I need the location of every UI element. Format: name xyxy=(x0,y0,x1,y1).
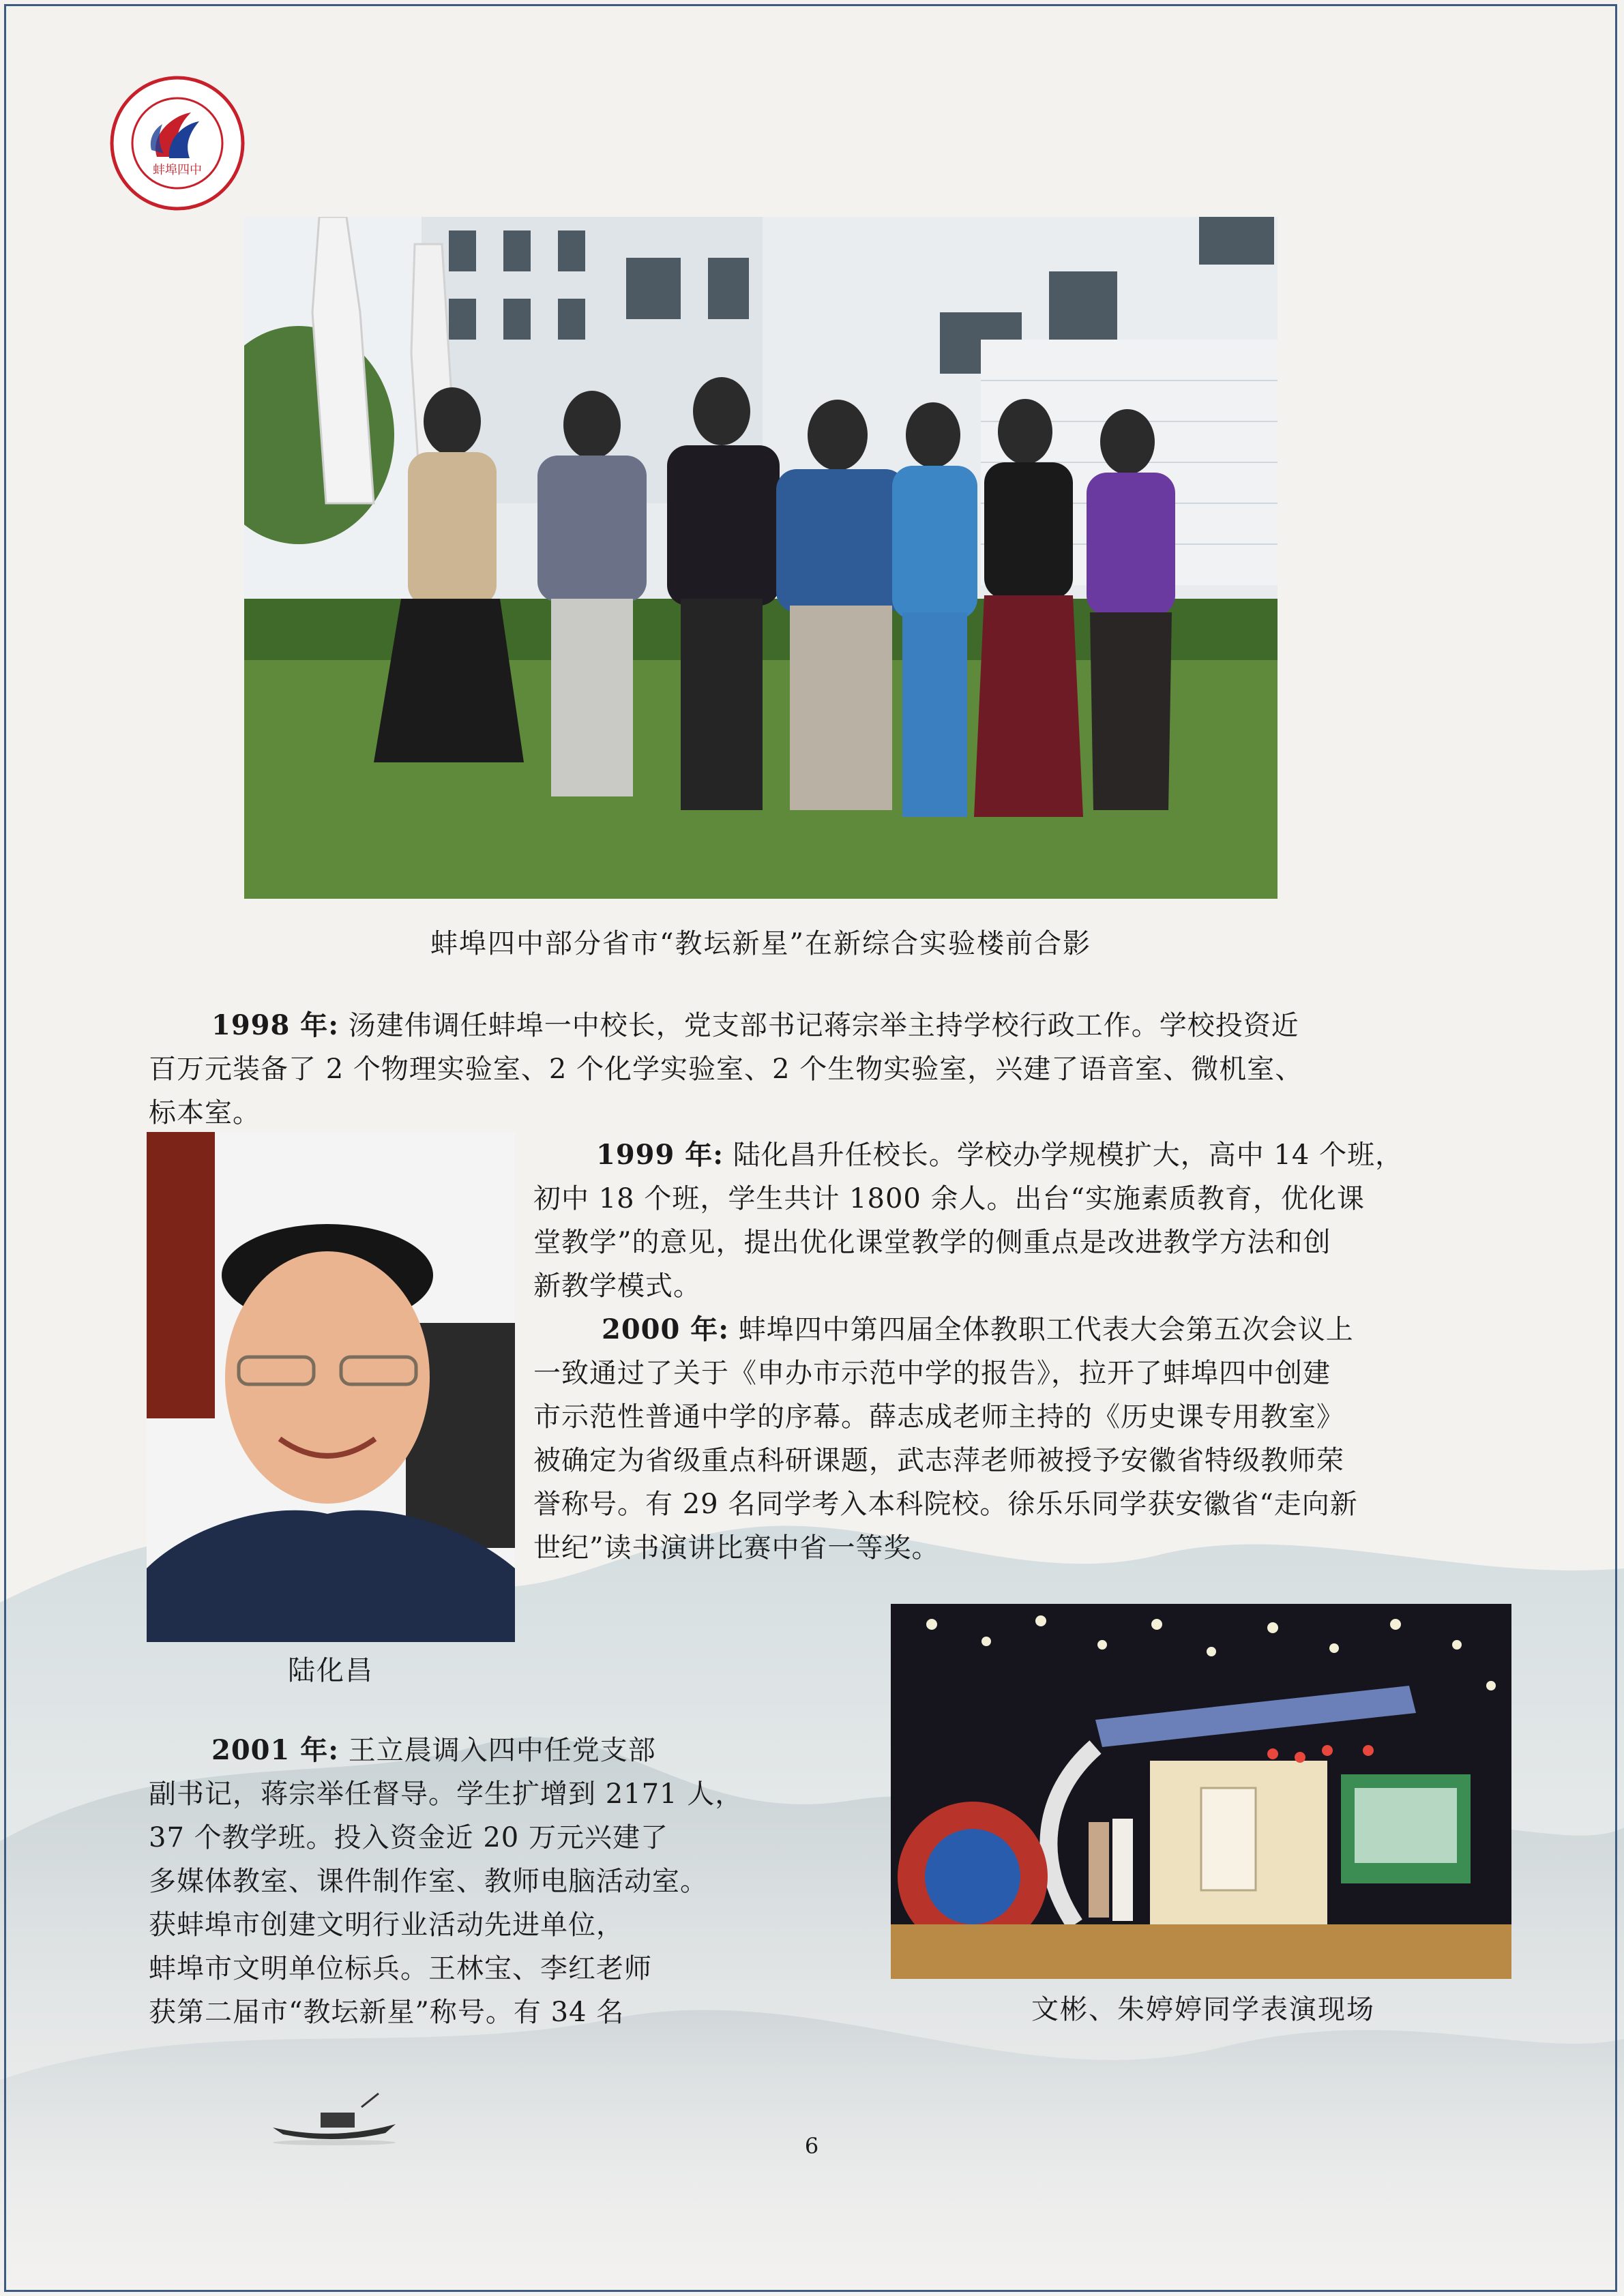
para-2000-line-3: 市示范性普通中学的序幕。薛志成老师主持的《历史课专用教室》 xyxy=(533,1401,1344,1433)
year-1998: 1998 年: xyxy=(211,1009,340,1041)
paragraph-2001 xyxy=(149,1729,872,2034)
para-1998-line-2: 百万元装备了 2 个物理实验室、2 个化学实验室、2 个生物实验室，兴建了语音室、微机室、 xyxy=(149,1054,1303,1085)
para-2001-line-1: 2001 年: 王立晨调入四中任党支部 xyxy=(211,1734,656,1766)
boat-icon xyxy=(266,2087,402,2148)
portrait-photo xyxy=(147,1132,515,1642)
para-2001-line-6: 蚌埠市文明单位标兵。王林宝、李红老师 xyxy=(149,1953,652,1984)
paragraph-2000 xyxy=(533,1308,1486,1570)
para-2000-line-1: 2000 年: 蚌埠四中第四届全体教职工代表大会第五次会议上 xyxy=(602,1313,1354,1345)
para-1998-line-3: 标本室。 xyxy=(149,1097,261,1129)
stage-photo xyxy=(891,1604,1511,1979)
para-1999-line-1: 1999 年: 陆化昌升任校长。学校办学规模扩大，高中 14 个班， xyxy=(596,1139,1404,1171)
paragraph-1999 xyxy=(533,1133,1486,1308)
para-1999-line-3: 堂教学”的意见，提出优化课堂教学的侧重点是改进教学方法和创 xyxy=(533,1227,1331,1258)
para-2001-line-3: 37 个教学班。投入资金近 20 万元兴建了 xyxy=(149,1822,668,1853)
para-2000-line-5: 誉称号。有 29 名同学考入本科院校。徐乐乐同学获安徽省“走向新 xyxy=(533,1489,1358,1520)
stage-photo-caption: 文彬、朱婷婷同学表演现场 xyxy=(1031,1994,1375,2025)
para-2000-line-4: 被确定为省级重点科研课题，武志萍老师被授予安徽省特级教师荣 xyxy=(533,1445,1344,1476)
para-2001-line-5: 获蚌埠市创建文明行业活动先进单位， xyxy=(149,1909,624,1941)
school-logo xyxy=(109,75,246,211)
logo-center-text: 蚌埠四中 xyxy=(153,163,202,177)
year-2000: 2000 年: xyxy=(602,1313,730,1345)
group-photo-caption: 蚌埠四中部分省市“教坛新星”在新综合实验楼前合影 xyxy=(430,928,1091,959)
para-1999-line-2: 初中 18 个班，学生共计 1800 余人。出台“实施素质教育，优化课 xyxy=(533,1183,1365,1214)
para-1998-line-1: 1998 年: 汤建伟调任蚌埠一中校长，党支部书记蒋宗举主持学校行政工作。学校投资近 xyxy=(211,1009,1299,1041)
year-1999: 1999 年: xyxy=(596,1139,724,1171)
para-2001-line-7: 获第二届市“教坛新星”称号。有 34 名 xyxy=(149,1997,625,2028)
para-2001-line-2: 副书记，蒋宗举任督导。学生扩增到 2171 人， xyxy=(149,1778,743,1810)
year-2001: 2001 年: xyxy=(211,1734,340,1766)
page-number: 6 xyxy=(804,2133,819,2159)
para-1999-line-4: 新教学模式。 xyxy=(533,1270,701,1302)
portrait-caption: 陆化昌 xyxy=(288,1655,374,1686)
para-2001-line-4: 多媒体教室、课件制作室、教师电脑活动室。 xyxy=(149,1866,708,1897)
group-photo xyxy=(244,217,1278,899)
paragraph-1998 xyxy=(149,1004,1486,1135)
para-2000-line-6: 世纪”读书演讲比赛中省一等奖。 xyxy=(533,1532,940,1564)
para-2000-line-2: 一致通过了关于《申办市示范中学的报告》，拉开了蚌埠四中创建 xyxy=(533,1358,1331,1389)
